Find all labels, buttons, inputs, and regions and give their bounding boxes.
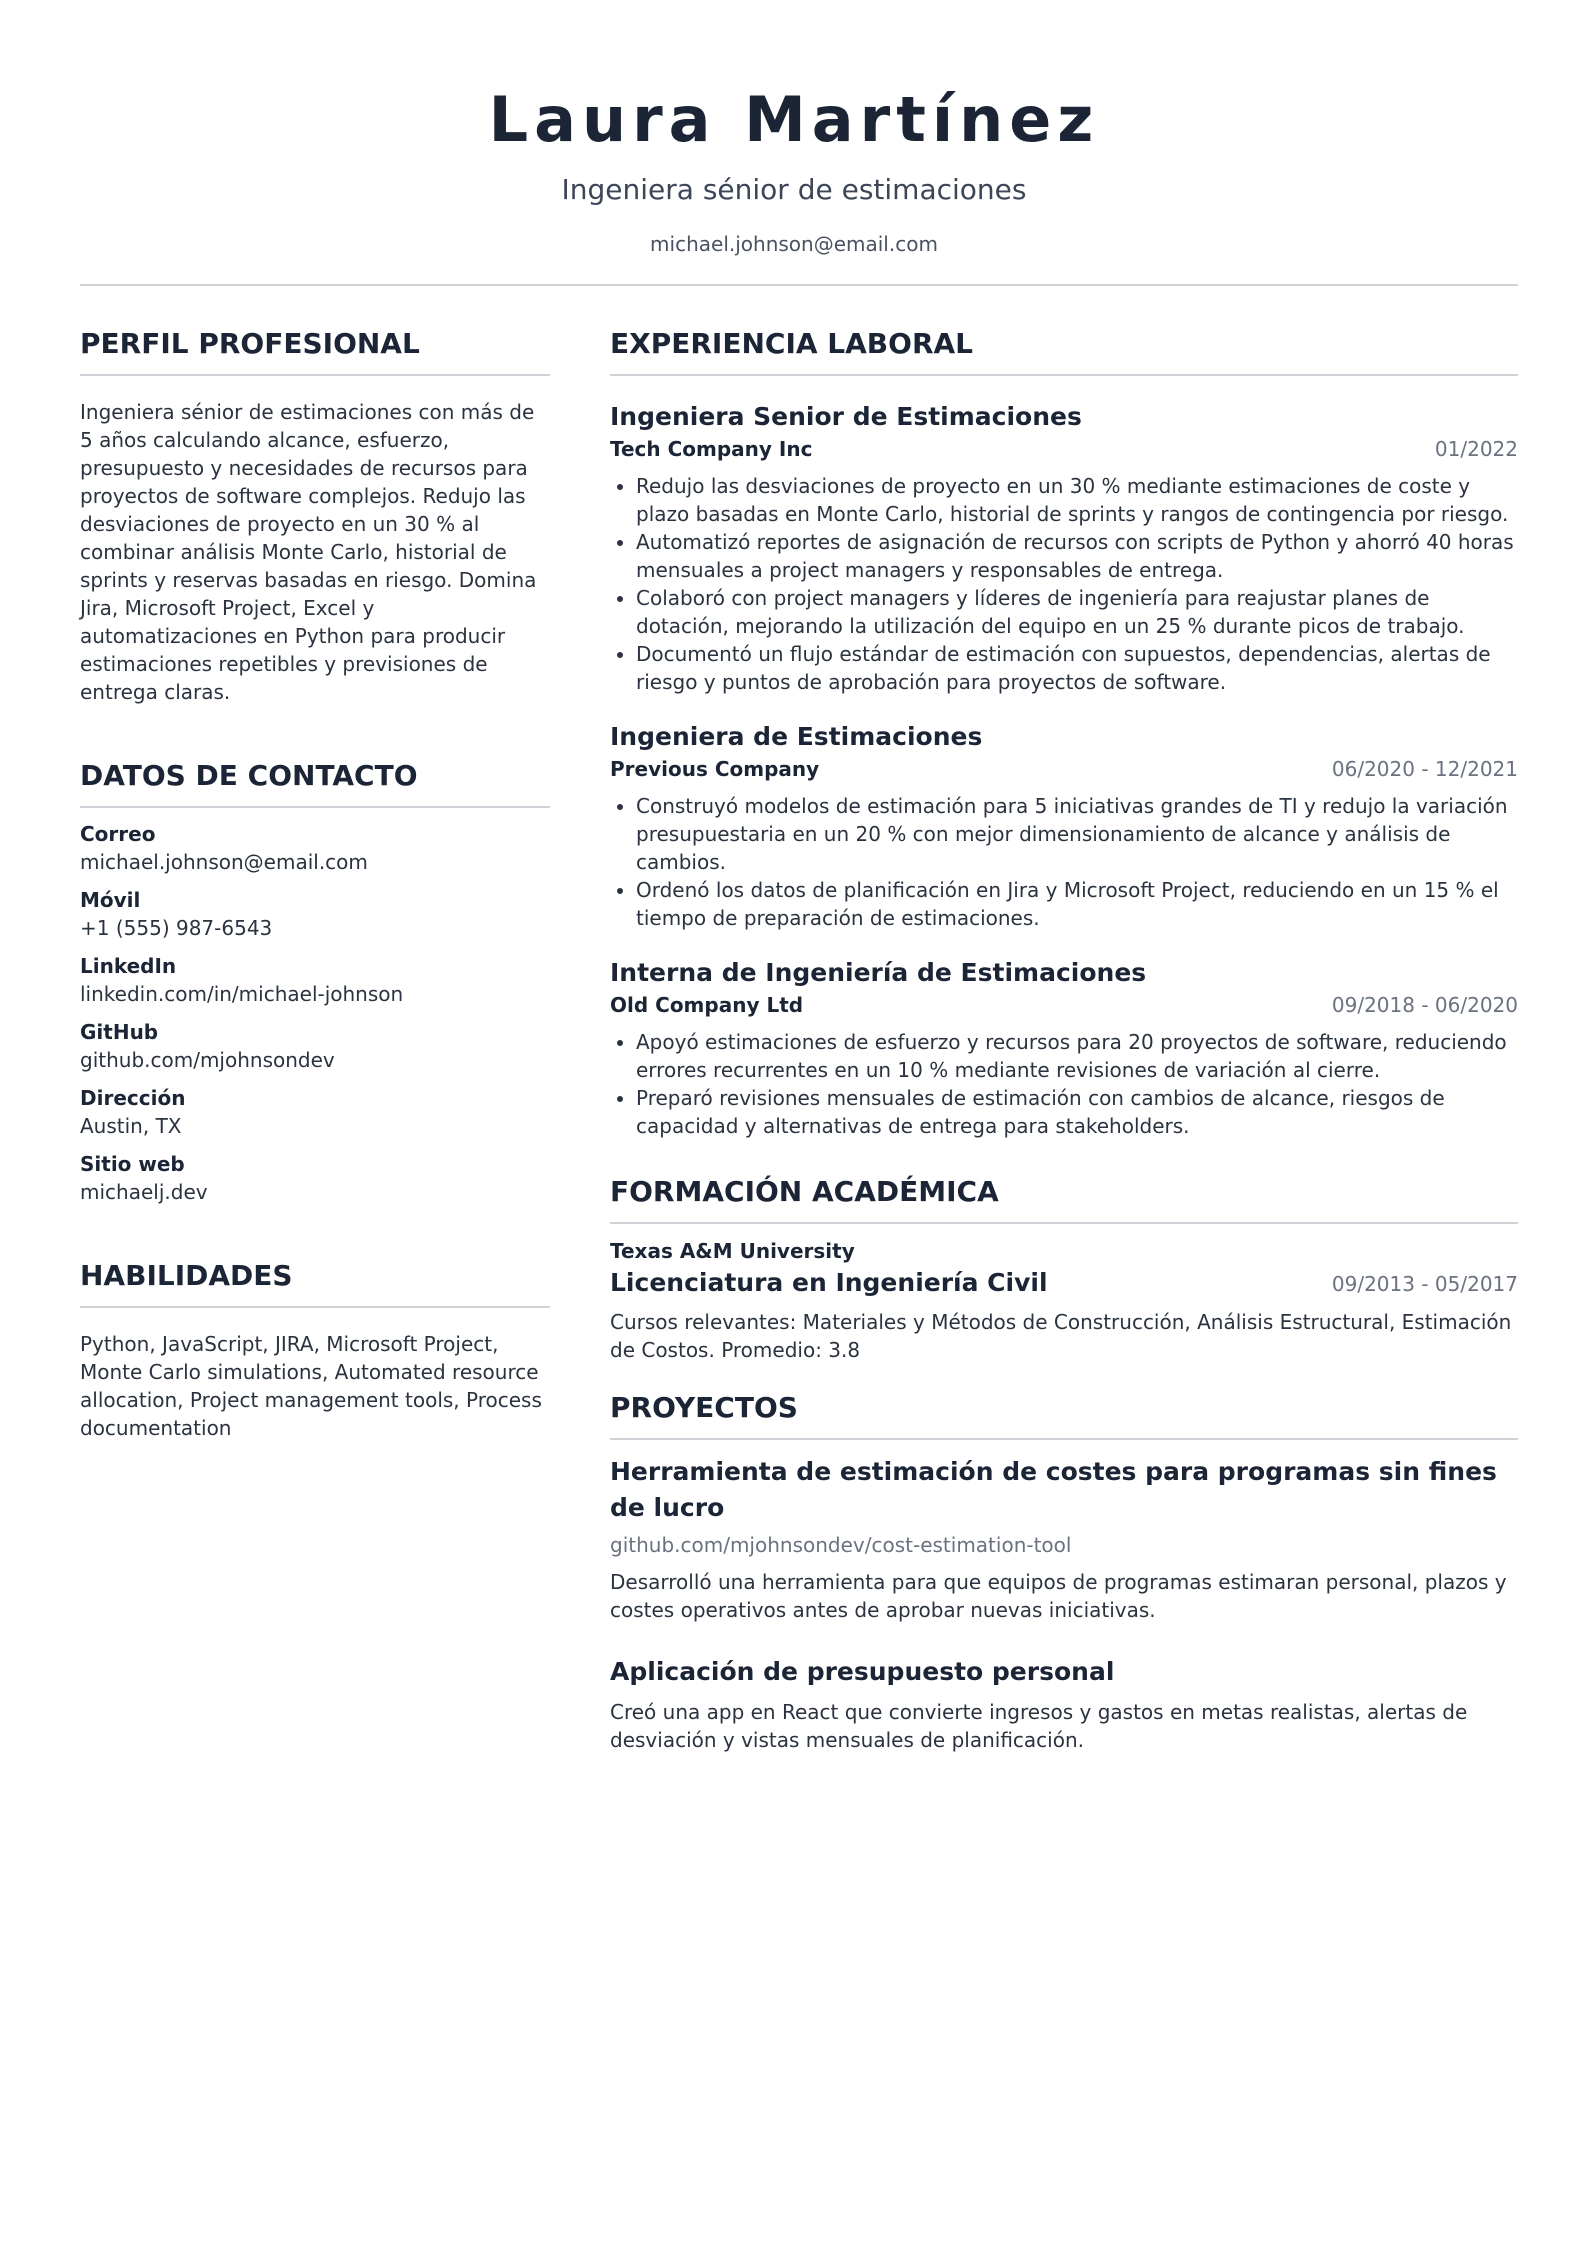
project-title: Aplicación de presupuesto personal — [610, 1657, 1115, 1686]
job-date: 01/2022 — [1434, 437, 1518, 461]
job-company: Old Company Ltd — [610, 993, 804, 1017]
contact-value: michael.johnson@email.com — [80, 850, 368, 874]
contact-label: Móvil — [80, 888, 141, 912]
skills-text: Python, JavaScript, JIRA, Microsoft Project, Monte Carlo simulations, Automated resource allocation, Project management tools, Process documentation — [80, 1332, 542, 1440]
project-description: Creó una app en React que convierte ingresos y gastos en metas realistas, alertas de desviación y vistas mensuales de planificación. — [610, 1700, 1468, 1752]
projects-section — [610, 1388, 1518, 1754]
job-entry — [610, 720, 1518, 932]
job-bullet: • Construyó modelos de estimación para 5 iniciativas grandes de TI y redujo la variación presupuestaria en un 20 % con mejor dimensionamiento de alcance y análisis de cambios. — [636, 792, 1518, 876]
job-bullet: • Automatizó reportes de asignación de recursos con scripts de Python y ahorró 40 horas mensuales a project managers y responsables de entrega. — [636, 528, 1518, 584]
job-bullet: • Redujo las desviaciones de proyecto en un 30 % mediante estimaciones de coste y plazo basadas en Monte Carlo, historial de sprints y rangos de contingencia por riesgo. — [636, 472, 1518, 528]
contact-value: linkedin.com/in/michael-johnson — [80, 982, 404, 1006]
contact-item-github — [80, 1018, 550, 1074]
header-email: michael.johnson@email.com — [650, 232, 938, 256]
contact-value: Austin, TX — [80, 1114, 182, 1138]
job-entry — [610, 956, 1518, 1140]
contact-item-phone — [80, 886, 550, 942]
header-divider — [80, 284, 1518, 286]
education-date: 09/2013 - 05/2017 — [1331, 1272, 1518, 1296]
education-school: Texas A&M University — [610, 1239, 855, 1263]
skills-heading: HABILIDADES — [80, 1256, 550, 1308]
job-entry — [610, 400, 1518, 696]
project-description: Desarrolló una herramienta para que equipos de programas estimaran personal, plazos y costes operativos antes de aprobar nuevas iniciativas. — [610, 1570, 1507, 1622]
experience-heading: EXPERIENCIA LABORAL — [610, 324, 1518, 376]
job-bullet: • Colaboró con project managers y líderes de ingeniería para reajustar planes de dotación, mejorando la utilización del equipo en un 25 % durante picos de trabajo. — [636, 584, 1518, 640]
job-title: Ingeniera Senior de Estimaciones — [610, 402, 1082, 431]
left-column — [80, 324, 550, 1442]
job-bullets — [610, 472, 1518, 696]
contact-item-linkedin — [80, 952, 550, 1008]
contact-label: GitHub — [80, 1020, 159, 1044]
right-column — [610, 324, 1518, 1754]
job-bullet: • Ordenó los datos de planificación en Jira y Microsoft Project, reduciendo en un 15 % el tiempo de preparación de estimaciones. — [636, 876, 1518, 932]
contact-value: +1 (555) 987-6543 — [80, 916, 273, 940]
job-company: Tech Company Inc — [610, 437, 813, 461]
experience-section — [610, 324, 1518, 1140]
job-bullet: • Apoyó estimaciones de esfuerzo y recursos para 20 proyectos de software, reduciendo errores recurrentes en un 10 % mediante revisiones de variación al cierre. — [636, 1028, 1518, 1084]
profile-text: Ingeniera sénior de estimaciones con más de 5 años calculando alcance, esfuerzo, presupuesto y necesidades de recursos para proyectos de software complejos. Redujo las desviaciones de proyecto en un 30 % al combinar análisis Monte Carlo, historial de sprints y reservas basadas en riesgo. Domina Jira, Microsoft Project, Excel y automatizaciones en Python para producir estimaciones repetibles y previsiones de entrega claras. — [80, 400, 537, 704]
education-heading: FORMACIÓN ACADÉMICA — [610, 1172, 1518, 1224]
education-section — [610, 1172, 1518, 1364]
contact-label: Sitio web — [80, 1152, 185, 1176]
job-bullet: • Documentó un flujo estándar de estimación con supuestos, dependencias, alertas de riesgo y puntos de aprobación para proyectos de software. — [636, 640, 1518, 696]
profile-section — [80, 324, 550, 706]
job-date: 06/2020 - 12/2021 — [1331, 757, 1518, 781]
job-title: Interna de Ingeniería de Estimaciones — [610, 958, 1147, 987]
contact-value: michaelj.dev — [80, 1180, 208, 1204]
project-title: Herramienta de estimación de costes para programas sin fines de lucro — [610, 1457, 1497, 1522]
job-bullets — [610, 792, 1518, 932]
candidate-title: Ingeniera sénior de estimaciones — [561, 173, 1027, 206]
skills-section — [80, 1256, 550, 1442]
job-bullet: • Preparó revisiones mensuales de estimación con cambios de alcance, riesgos de capacidad y alternativas de entrega para stakeholders. — [636, 1084, 1518, 1140]
contact-heading: DATOS DE CONTACTO — [80, 756, 550, 808]
candidate-name: Laura Martínez — [488, 83, 1100, 156]
project-link[interactable]: github.com/mjohnsondev/cost-estimation-tool — [610, 1533, 1072, 1557]
resume-header — [0, 80, 1588, 258]
projects-heading: PROYECTOS — [610, 1388, 1518, 1440]
job-bullets — [610, 1028, 1518, 1140]
contact-item-address — [80, 1084, 550, 1140]
contact-label: LinkedIn — [80, 954, 177, 978]
contact-value: github.com/mjohnsondev — [80, 1048, 335, 1072]
contact-label: Correo — [80, 822, 156, 846]
contact-section — [80, 756, 550, 1206]
job-company: Previous Company — [610, 757, 820, 781]
contact-item-website — [80, 1150, 550, 1206]
project-entry — [610, 1654, 1518, 1754]
profile-heading: PERFIL PROFESIONAL — [80, 324, 550, 376]
education-degree: Licenciatura en Ingeniería Civil — [610, 1268, 1048, 1297]
job-title: Ingeniera de Estimaciones — [610, 722, 983, 751]
education-detail: Cursos relevantes: Materiales y Métodos de Construcción, Análisis Estructural, Estimación de Costos. Promedio: 3.8 — [610, 1310, 1512, 1362]
contact-item-email — [80, 820, 550, 876]
job-date: 09/2018 - 06/2020 — [1331, 993, 1518, 1017]
contact-label: Dirección — [80, 1086, 186, 1110]
project-entry — [610, 1454, 1518, 1624]
